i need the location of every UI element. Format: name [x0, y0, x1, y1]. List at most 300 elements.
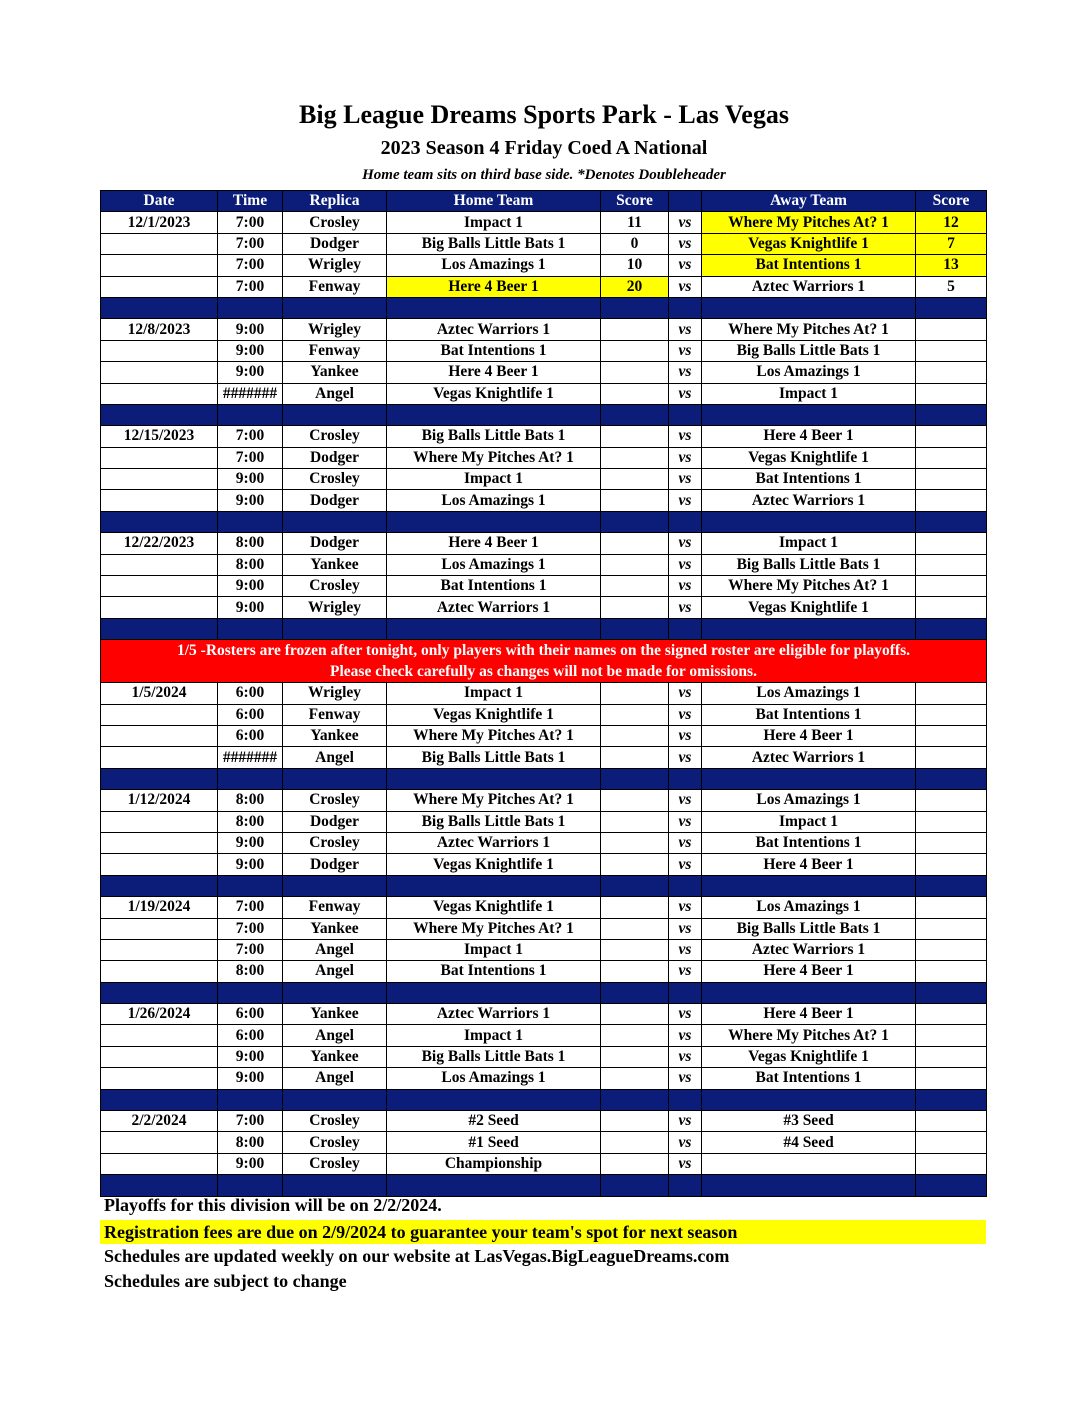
- cell-away-team: Los Amazings 1: [702, 362, 916, 383]
- cell-home-score: 20: [601, 276, 669, 297]
- separator-cell: [916, 404, 987, 425]
- cell-replica: Yankee: [283, 362, 387, 383]
- cell-replica: Crosley: [283, 1132, 387, 1153]
- notice-line: Please check carefully as changes will not be made for omissions.: [330, 663, 757, 681]
- cell-vs: vs: [669, 1046, 702, 1067]
- separator-cell: [387, 982, 601, 1003]
- cell-home-score: [601, 1153, 669, 1174]
- separator-row: [101, 511, 987, 532]
- cell-away-team: Aztec Warriors 1: [702, 939, 916, 960]
- cell-date: [101, 832, 218, 853]
- cell-away-team: Bat Intentions 1: [702, 704, 916, 725]
- cell-home-team: Vegas Knightlife 1: [387, 897, 601, 918]
- separator-cell: [101, 511, 218, 532]
- cell-time: 7:00: [218, 897, 283, 918]
- separator-cell: [283, 1175, 387, 1196]
- cell-home-score: [601, 533, 669, 554]
- col-header-date: Date: [101, 191, 218, 212]
- cell-replica: Fenway: [283, 897, 387, 918]
- game-row: [101, 319, 987, 340]
- cell-away-team: Bat Intentions 1: [702, 469, 916, 490]
- footer-playoffs: Playoffs for this division will be on 2/2/2024.: [104, 1195, 442, 1215]
- cell-replica: Yankee: [283, 554, 387, 575]
- cell-vs: vs: [669, 683, 702, 704]
- cell-home-score: [601, 340, 669, 361]
- separator-cell: [218, 618, 283, 639]
- cell-date: [101, 383, 218, 404]
- cell-vs: vs: [669, 597, 702, 618]
- cell-home-score: [601, 897, 669, 918]
- cell-away-score: [916, 747, 987, 768]
- cell-away-score: [916, 362, 987, 383]
- cell-home-team: Big Balls Little Bats 1: [387, 426, 601, 447]
- game-row: [101, 233, 987, 254]
- cell-away-score: [916, 961, 987, 982]
- separator-cell: [669, 618, 702, 639]
- cell-date: 1/12/2024: [101, 790, 218, 811]
- cell-home-score: [601, 597, 669, 618]
- cell-replica: Dodger: [283, 233, 387, 254]
- separator-cell: [387, 404, 601, 425]
- cell-home-score: [601, 961, 669, 982]
- separator-cell: [101, 982, 218, 1003]
- separator-cell: [387, 1089, 601, 1110]
- cell-replica: Fenway: [283, 276, 387, 297]
- cell-away-score: [916, 576, 987, 597]
- cell-home-score: [601, 554, 669, 575]
- separator-cell: [669, 875, 702, 896]
- separator-row: [101, 1175, 987, 1196]
- footer-change: Schedules are subject to change: [104, 1271, 347, 1291]
- cell-date: [101, 854, 218, 875]
- cell-date: 12/8/2023: [101, 319, 218, 340]
- cell-home-team: Where My Pitches At? 1: [387, 447, 601, 468]
- cell-vs: vs: [669, 1111, 702, 1132]
- header-row: [101, 191, 987, 212]
- cell-time: 8:00: [218, 790, 283, 811]
- separator-cell: [669, 1175, 702, 1196]
- cell-date: [101, 1046, 218, 1067]
- cell-vs: vs: [669, 576, 702, 597]
- separator-cell: [669, 982, 702, 1003]
- cell-time: 7:00: [218, 212, 283, 233]
- cell-time: 8:00: [218, 554, 283, 575]
- separator-cell: [101, 404, 218, 425]
- game-row: [101, 790, 987, 811]
- game-row: [101, 939, 987, 960]
- cell-vs: vs: [669, 747, 702, 768]
- footer-registration: Registration fees are due on 2/9/2024 to guarantee your team's spot for next season: [100, 1220, 986, 1244]
- separator-cell: [669, 1089, 702, 1110]
- cell-home-score: [601, 447, 669, 468]
- cell-away-team: Los Amazings 1: [702, 790, 916, 811]
- separator-cell: [283, 511, 387, 532]
- cell-replica: Crosley: [283, 1153, 387, 1174]
- game-row: [101, 1111, 987, 1132]
- cell-replica: Crosley: [283, 832, 387, 853]
- cell-date: [101, 490, 218, 511]
- cell-date: [101, 255, 218, 276]
- cell-away-score: [916, 383, 987, 404]
- cell-away-team: Where My Pitches At? 1: [702, 212, 916, 233]
- col-header-replica: Replica: [283, 191, 387, 212]
- cell-home-team: Championship: [387, 1153, 601, 1174]
- cell-home-score: [601, 683, 669, 704]
- cell-time: 9:00: [218, 854, 283, 875]
- cell-date: [101, 1068, 218, 1089]
- cell-away-score: 7: [916, 233, 987, 254]
- cell-date: 2/2/2024: [101, 1111, 218, 1132]
- cell-vs: vs: [669, 447, 702, 468]
- separator-cell: [387, 768, 601, 789]
- footer-website: Schedules are updated weekly on our website at LasVegas.BigLeagueDreams.com: [104, 1246, 730, 1266]
- game-row: [101, 811, 987, 832]
- cell-away-team: #3 Seed: [702, 1111, 916, 1132]
- cell-replica: Dodger: [283, 854, 387, 875]
- cell-home-score: [601, 469, 669, 490]
- game-row: [101, 362, 987, 383]
- cell-away-team: Bat Intentions 1: [702, 1068, 916, 1089]
- cell-vs: vs: [669, 961, 702, 982]
- cell-home-team: Big Balls Little Bats 1: [387, 747, 601, 768]
- cell-replica: Fenway: [283, 340, 387, 361]
- cell-home-score: [601, 319, 669, 340]
- game-row: [101, 469, 987, 490]
- separator-cell: [601, 511, 669, 532]
- separator-row: [101, 618, 987, 639]
- cell-home-score: [601, 725, 669, 746]
- cell-home-score: [601, 704, 669, 725]
- cell-away-team: Vegas Knightlife 1: [702, 1046, 916, 1067]
- cell-away-team: Impact 1: [702, 811, 916, 832]
- cell-home-team: Where My Pitches At? 1: [387, 725, 601, 746]
- cell-date: [101, 1025, 218, 1046]
- separator-cell: [601, 1175, 669, 1196]
- cell-date: [101, 961, 218, 982]
- separator-cell: [101, 1175, 218, 1196]
- cell-away-team: Where My Pitches At? 1: [702, 1025, 916, 1046]
- cell-home-score: [601, 1046, 669, 1067]
- col-header-away-score: Score: [916, 191, 987, 212]
- cell-home-team: Vegas Knightlife 1: [387, 383, 601, 404]
- schedule-body: [101, 212, 987, 1196]
- cell-home-team: Big Balls Little Bats 1: [387, 233, 601, 254]
- separator-cell: [387, 875, 601, 896]
- cell-home-team: Los Amazings 1: [387, 490, 601, 511]
- cell-vs: vs: [669, 1068, 702, 1089]
- cell-home-team: Los Amazings 1: [387, 1068, 601, 1089]
- separator-cell: [283, 982, 387, 1003]
- cell-vs: vs: [669, 233, 702, 254]
- cell-home-team: Here 4 Beer 1: [387, 276, 601, 297]
- cell-date: 1/5/2024: [101, 683, 218, 704]
- separator-cell: [387, 1175, 601, 1196]
- separator-cell: [702, 1175, 916, 1196]
- separator-cell: [387, 618, 601, 639]
- game-row: [101, 212, 987, 233]
- cell-home-score: [601, 747, 669, 768]
- col-header-vs: [669, 191, 702, 212]
- separator-cell: [101, 875, 218, 896]
- cell-home-team: Here 4 Beer 1: [387, 362, 601, 383]
- game-row: [101, 1132, 987, 1153]
- cell-away-score: [916, 447, 987, 468]
- cell-home-score: [601, 490, 669, 511]
- cell-time: 9:00: [218, 576, 283, 597]
- notice-line: 1/5 -Rosters are frozen after tonight, only players with their names on the signed roster are eligible for playoffs.: [176, 642, 911, 660]
- separator-cell: [669, 511, 702, 532]
- separator-cell: [702, 404, 916, 425]
- cell-replica: Dodger: [283, 490, 387, 511]
- cell-away-team: Here 4 Beer 1: [702, 854, 916, 875]
- separator-cell: [218, 297, 283, 318]
- cell-replica: Yankee: [283, 1004, 387, 1025]
- separator-cell: [101, 1089, 218, 1110]
- cell-home-team: Los Amazings 1: [387, 255, 601, 276]
- cell-vs: vs: [669, 939, 702, 960]
- cell-time: 6:00: [218, 725, 283, 746]
- cell-home-score: [601, 832, 669, 853]
- cell-replica: Wrigley: [283, 597, 387, 618]
- cell-vs: vs: [669, 790, 702, 811]
- cell-away-team: Here 4 Beer 1: [702, 725, 916, 746]
- game-row: [101, 1004, 987, 1025]
- cell-away-score: [916, 1153, 987, 1174]
- separator-cell: [916, 982, 987, 1003]
- cell-replica: Angel: [283, 961, 387, 982]
- cell-replica: Dodger: [283, 811, 387, 832]
- cell-time: 7:00: [218, 276, 283, 297]
- schedule-table: [100, 190, 987, 1197]
- notice-cell: [101, 640, 987, 683]
- separator-cell: [702, 875, 916, 896]
- cell-vs: vs: [669, 897, 702, 918]
- cell-home-team: Impact 1: [387, 469, 601, 490]
- cell-date: [101, 939, 218, 960]
- cell-away-team: Impact 1: [702, 533, 916, 554]
- separator-row: [101, 982, 987, 1003]
- game-row: [101, 683, 987, 704]
- cell-home-team: Aztec Warriors 1: [387, 319, 601, 340]
- cell-away-team: Bat Intentions 1: [702, 255, 916, 276]
- separator-cell: [702, 297, 916, 318]
- cell-time: 9:00: [218, 1068, 283, 1089]
- cell-home-team: Big Balls Little Bats 1: [387, 811, 601, 832]
- separator-cell: [601, 297, 669, 318]
- cell-date: [101, 704, 218, 725]
- game-row: [101, 897, 987, 918]
- cell-away-team: Impact 1: [702, 383, 916, 404]
- game-row: [101, 276, 987, 297]
- cell-date: 1/26/2024: [101, 1004, 218, 1025]
- cell-away-team: Big Balls Little Bats 1: [702, 554, 916, 575]
- col-header-home-score: Score: [601, 191, 669, 212]
- separator-cell: [669, 768, 702, 789]
- cell-away-team: Aztec Warriors 1: [702, 747, 916, 768]
- cell-vs: vs: [669, 554, 702, 575]
- cell-away-score: [916, 597, 987, 618]
- game-row: [101, 961, 987, 982]
- cell-home-team: Vegas Knightlife 1: [387, 854, 601, 875]
- separator-cell: [601, 875, 669, 896]
- cell-vs: vs: [669, 255, 702, 276]
- cell-home-score: 11: [601, 212, 669, 233]
- cell-away-score: [916, 854, 987, 875]
- cell-date: [101, 1132, 218, 1153]
- separator-cell: [218, 875, 283, 896]
- cell-replica: Crosley: [283, 1111, 387, 1132]
- cell-home-score: [601, 1132, 669, 1153]
- cell-replica: Fenway: [283, 704, 387, 725]
- cell-away-score: [916, 918, 987, 939]
- cell-vs: vs: [669, 725, 702, 746]
- separator-cell: [916, 1089, 987, 1110]
- game-row: [101, 383, 987, 404]
- cell-vs: vs: [669, 490, 702, 511]
- cell-replica: Yankee: [283, 725, 387, 746]
- separator-row: [101, 768, 987, 789]
- cell-vs: vs: [669, 1153, 702, 1174]
- cell-home-team: Vegas Knightlife 1: [387, 704, 601, 725]
- cell-away-team: Big Balls Little Bats 1: [702, 918, 916, 939]
- cell-time: 7:00: [218, 447, 283, 468]
- cell-replica: Angel: [283, 747, 387, 768]
- cell-home-team: Aztec Warriors 1: [387, 832, 601, 853]
- cell-home-team: Los Amazings 1: [387, 554, 601, 575]
- cell-away-team: [702, 1153, 916, 1174]
- cell-date: [101, 811, 218, 832]
- cell-date: [101, 469, 218, 490]
- cell-date: [101, 276, 218, 297]
- cell-vs: vs: [669, 704, 702, 725]
- cell-away-score: [916, 1004, 987, 1025]
- game-row: [101, 576, 987, 597]
- game-row: [101, 725, 987, 746]
- cell-away-team: Aztec Warriors 1: [702, 490, 916, 511]
- cell-away-team: #4 Seed: [702, 1132, 916, 1153]
- cell-home-team: #1 Seed: [387, 1132, 601, 1153]
- cell-home-team: Big Balls Little Bats 1: [387, 1046, 601, 1067]
- cell-away-score: [916, 1132, 987, 1153]
- cell-replica: Angel: [283, 1025, 387, 1046]
- cell-replica: Crosley: [283, 576, 387, 597]
- cell-time: 8:00: [218, 811, 283, 832]
- separator-cell: [601, 618, 669, 639]
- cell-time: 6:00: [218, 1004, 283, 1025]
- cell-time: 9:00: [218, 340, 283, 361]
- cell-home-team: Where My Pitches At? 1: [387, 790, 601, 811]
- cell-home-score: [601, 426, 669, 447]
- cell-away-score: [916, 1046, 987, 1067]
- cell-home-score: [601, 1004, 669, 1025]
- cell-home-score: [601, 790, 669, 811]
- separator-cell: [669, 404, 702, 425]
- game-row: [101, 426, 987, 447]
- cell-time: 7:00: [218, 1111, 283, 1132]
- separator-cell: [916, 768, 987, 789]
- cell-date: [101, 340, 218, 361]
- cell-home-score: [601, 1068, 669, 1089]
- cell-vs: vs: [669, 811, 702, 832]
- cell-vs: vs: [669, 854, 702, 875]
- separator-cell: [669, 297, 702, 318]
- cell-time: 7:00: [218, 233, 283, 254]
- cell-away-score: [916, 340, 987, 361]
- cell-home-score: 10: [601, 255, 669, 276]
- cell-vs: vs: [669, 212, 702, 233]
- cell-away-score: [916, 790, 987, 811]
- cell-away-score: [916, 469, 987, 490]
- cell-away-score: 12: [916, 212, 987, 233]
- cell-away-score: [916, 533, 987, 554]
- separator-cell: [283, 297, 387, 318]
- cell-away-team: Here 4 Beer 1: [702, 1004, 916, 1025]
- cell-away-score: [916, 832, 987, 853]
- separator-row: [101, 404, 987, 425]
- separator-cell: [283, 768, 387, 789]
- cell-time: 7:00: [218, 255, 283, 276]
- cell-replica: Angel: [283, 1068, 387, 1089]
- cell-vs: vs: [669, 383, 702, 404]
- separator-cell: [601, 768, 669, 789]
- cell-home-score: [601, 1111, 669, 1132]
- cell-home-team: Bat Intentions 1: [387, 961, 601, 982]
- separator-cell: [218, 1089, 283, 1110]
- cell-away-score: [916, 897, 987, 918]
- cell-date: [101, 747, 218, 768]
- cell-away-score: [916, 939, 987, 960]
- cell-time: 7:00: [218, 426, 283, 447]
- cell-away-score: [916, 1068, 987, 1089]
- cell-time: 9:00: [218, 319, 283, 340]
- cell-date: [101, 447, 218, 468]
- cell-away-team: Here 4 Beer 1: [702, 426, 916, 447]
- separator-cell: [283, 1089, 387, 1110]
- separator-row: [101, 1089, 987, 1110]
- separator-cell: [101, 297, 218, 318]
- cell-date: [101, 576, 218, 597]
- cell-vs: vs: [669, 426, 702, 447]
- separator-cell: [916, 1175, 987, 1196]
- cell-date: 12/15/2023: [101, 426, 218, 447]
- cell-replica: Crosley: [283, 426, 387, 447]
- cell-time: 6:00: [218, 704, 283, 725]
- cell-replica: Yankee: [283, 1046, 387, 1067]
- cell-away-team: Los Amazings 1: [702, 897, 916, 918]
- game-row: [101, 704, 987, 725]
- cell-home-score: [601, 811, 669, 832]
- cell-replica: Wrigley: [283, 319, 387, 340]
- page-subtitle: 2023 Season 4 Friday Coed A National: [380, 137, 708, 159]
- separator-row: [101, 297, 987, 318]
- cell-away-team: Vegas Knightlife 1: [702, 597, 916, 618]
- cell-away-team: Los Amazings 1: [702, 683, 916, 704]
- cell-time: 9:00: [218, 362, 283, 383]
- cell-away-team: Where My Pitches At? 1: [702, 319, 916, 340]
- cell-home-score: [601, 576, 669, 597]
- cell-vs: vs: [669, 533, 702, 554]
- cell-vs: vs: [669, 362, 702, 383]
- col-header-away-team: Away Team: [702, 191, 916, 212]
- cell-date: 12/1/2023: [101, 212, 218, 233]
- cell-replica: Crosley: [283, 212, 387, 233]
- col-header-home-team: Home Team: [387, 191, 601, 212]
- cell-away-team: Big Balls Little Bats 1: [702, 340, 916, 361]
- separator-cell: [387, 511, 601, 532]
- cell-away-team: Vegas Knightlife 1: [702, 447, 916, 468]
- cell-home-score: 0: [601, 233, 669, 254]
- game-row: [101, 918, 987, 939]
